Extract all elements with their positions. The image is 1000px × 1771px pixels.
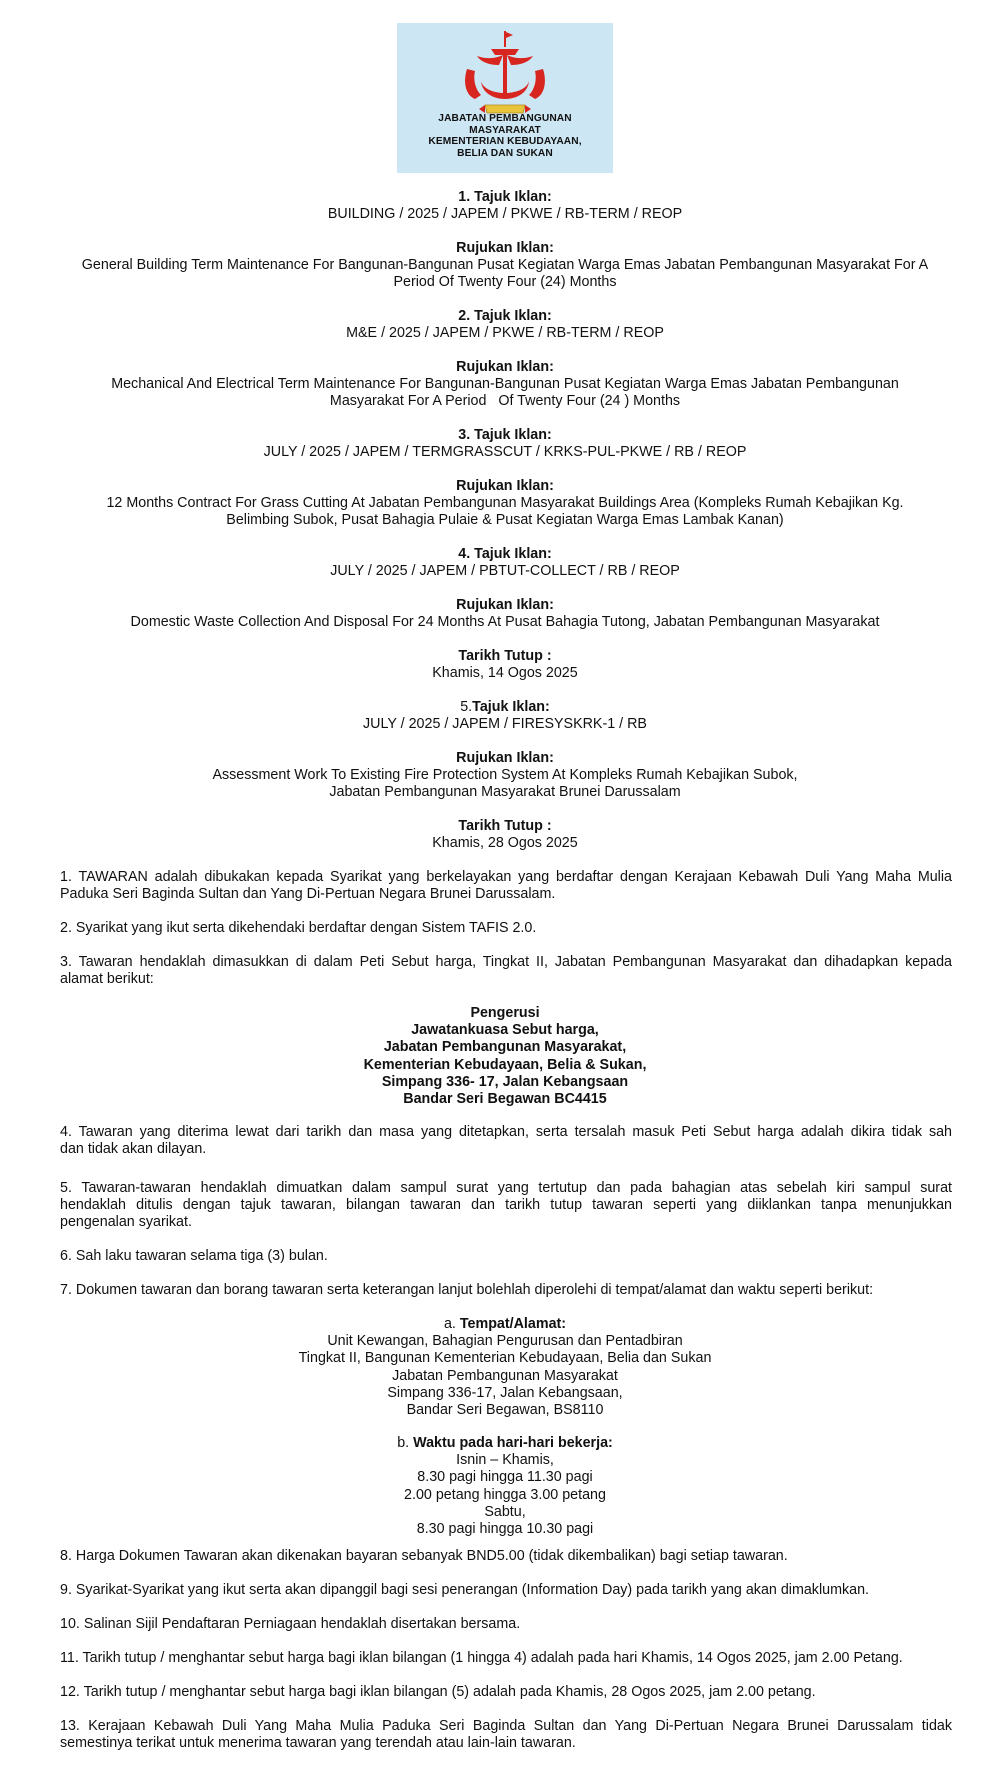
- location-line: Bandar Seri Begawan, BS8110: [406, 1402, 604, 1419]
- hours-line: 8.30 pagi hingga 11.30 pagi: [417, 1469, 593, 1486]
- advert-title-value: BUILDING / 2025 / JAPEM / PKWE / RB-TERM / REOP: [327, 206, 683, 223]
- term-line: pengenalan syarikat.: [60, 1214, 192, 1231]
- term-line: 6. Sah laku tawaran selama tiga (3) bulan.: [60, 1248, 328, 1264]
- advert-ref-label: Rujukan Iklan:: [456, 359, 554, 375]
- term-13: [60, 1718, 952, 1752]
- advert-number: 5.: [460, 699, 473, 715]
- advert-title-label-text: Tajuk Iklan:: [472, 699, 550, 715]
- advert-5-reference: [60, 750, 950, 802]
- department-logo: [397, 23, 613, 173]
- term-7: [60, 1282, 952, 1299]
- advert-title-label-text: 2. Tajuk Iklan:: [458, 308, 552, 324]
- advert-ref-line: Domestic Waste Collection And Disposal For 24 Months At Pusat Bahagia Tutong, Jabatan Pembangunan Masyarakat: [130, 614, 880, 631]
- hours-line: 8.30 pagi hingga 10.30 pagi: [416, 1521, 594, 1538]
- location-label: Tempat/Alamat:: [459, 1316, 567, 1332]
- advert-ref-line: General Building Term Maintenance For Bangunan-Bangunan Pusat Kegiatan Warga Emas Jabatan Pembangunan Masyarakat For A: [81, 257, 929, 274]
- advert-title-value: JULY / 2025 / JAPEM / PBTUT-COLLECT / RB / REOP: [330, 563, 680, 580]
- submission-address: [60, 1005, 950, 1108]
- advert-5-closing: [60, 818, 950, 852]
- hours-line: Sabtu,: [484, 1503, 526, 1520]
- advert-ref-line: Jabatan Pembangunan Masyarakat Brunei Darussalam: [329, 784, 681, 801]
- advert-2-title: [60, 308, 950, 342]
- term-12: [60, 1684, 952, 1701]
- advert-1-reference: [60, 240, 950, 292]
- advert-5-title: [60, 699, 950, 733]
- advert-ref-line: Masyarakat For A Period Of Twenty Four (24 ) Months: [329, 393, 681, 410]
- advert-2-reference: [60, 359, 950, 411]
- term-4: [60, 1124, 952, 1158]
- location-line: Jabatan Pembangunan Masyarakat: [392, 1367, 618, 1384]
- closing-date-value: Khamis, 14 Ogos 2025: [432, 665, 578, 682]
- location-heading: [60, 1316, 950, 1333]
- term-line: 13. Kerajaan Kebawah Duli Yang Maha Mulia Paduka Seri Baginda Sultan dan Yang Di-Pertuan Negara Brunei Darussalam tidak: [60, 1718, 952, 1734]
- advert-title-value: JULY / 2025 / JAPEM / FIRESYSKRK-1 / RB: [363, 716, 647, 733]
- advert-4-reference: [60, 597, 950, 631]
- hours-prefix: b.: [397, 1435, 414, 1451]
- location-line: Tingkat II, Bangunan Kementerian Kebudayaan, Belia dan Sukan: [298, 1350, 712, 1367]
- hours-heading: [60, 1435, 950, 1452]
- hours-label: Waktu pada hari-hari bekerja:: [413, 1435, 613, 1451]
- term-3: [60, 954, 952, 988]
- address-line: Pengerusi: [470, 1005, 540, 1021]
- term-line: dan tidak akan dilayan.: [60, 1141, 207, 1158]
- term-line: 5. Tawaran-tawaran hendaklah dimuatkan dalam sampul surat yang tertutup dan pada bahagian atas sebelah kiri sampul surat: [60, 1180, 952, 1196]
- address-line: Jabatan Pembangunan Masyarakat,: [383, 1039, 627, 1056]
- term-11: [60, 1650, 952, 1667]
- term-2: [60, 920, 952, 937]
- location-line: Simpang 336-17, Jalan Kebangsaan,: [387, 1384, 623, 1401]
- term-line: 7. Dokumen tawaran dan borang tawaran serta keterangan lanjut bolehlah diperolehi di tempat/alamat dan waktu seperti berikut:: [60, 1282, 874, 1298]
- term-line: 4. Tawaran yang diterima lewat dari tarikh dan masa yang ditetapkan, serta tersalah masuk Peti Sebut harga adalah dikira tidak sah: [60, 1124, 952, 1140]
- term-line: Paduka Seri Baginda Sultan dan Yang Di-Pertuan Negara Brunei Darussalam.: [60, 886, 556, 903]
- advert-3-reference: [60, 478, 950, 530]
- term-line: 8. Harga Dokumen Tawaran akan dikenakan bayaran sebanyak BND5.00 (tidak dikembalikan) bagi setiap tawaran.: [60, 1548, 788, 1564]
- working-hours: [60, 1435, 950, 1538]
- advert-title-label: [60, 308, 950, 325]
- closing-date-label: Tarikh Tutup :: [458, 818, 552, 834]
- hours-line: 2.00 petang hingga 3.00 petang: [404, 1486, 606, 1503]
- advert-4-title: [60, 546, 950, 580]
- term-line: 11. Tarikh tutup / menghantar sebut harga bagi iklan bilangan (1 hingga 4) adalah pada hari Khamis, 14 Ogos 2025, jam 2.00 Petang.: [60, 1650, 903, 1666]
- term-1: [60, 869, 952, 903]
- address-line: Simpang 336- 17, Jalan Kebangsaan: [381, 1073, 629, 1090]
- term-line: 3. Tawaran hendaklah dimasukkan di dalam Peti Sebut harga, Tingkat II, Jabatan Pembangunan Masyarakat dan dihadapkan kepada: [60, 954, 952, 970]
- advert-title-label: 3. Tajuk Iklan:: [458, 427, 552, 443]
- term-line: 2. Syarikat yang ikut serta dikehendaki berdaftar dengan Sistem TAFIS 2.0.: [60, 920, 537, 936]
- term-line: alamat berikut:: [60, 971, 154, 988]
- logo-caption: [397, 113, 613, 159]
- address-line: Jawatankuasa Sebut harga,: [411, 1022, 599, 1039]
- logo-line: KEMENTERIAN KEBUDAYAAN,: [428, 136, 582, 148]
- location-prefix: a.: [443, 1316, 460, 1332]
- address-line: Kementerian Kebudayaan, Belia & Sukan,: [363, 1056, 647, 1073]
- term-line: hendaklah ditulis dengan tajuk tawaran, bilangan tawaran dan tarikh tutup tawaran seperti yang diiklankan tanpa menunjukkan: [60, 1197, 952, 1214]
- advert-ref-line: 12 Months Contract For Grass Cutting At Jabatan Pembangunan Masyarakat Buildings Area (Kompleks Rumah Kebajikan Kg.: [106, 495, 904, 512]
- advert-1-title: [60, 189, 950, 223]
- advert-ref-label: Rujukan Iklan:: [456, 750, 554, 766]
- address-line: Bandar Seri Begawan BC4415: [403, 1091, 607, 1108]
- logo-line: BELIA DAN SUKAN: [457, 147, 553, 159]
- advert-title-label: 4. Tajuk Iklan:: [458, 546, 552, 562]
- advert-ref-line: Period Of Twenty Four (24) Months: [393, 274, 617, 291]
- closing-date-value: Khamis, 28 Ogos 2025: [432, 835, 578, 852]
- advert-3-title: [60, 427, 950, 461]
- advert-ref-label: Rujukan Iklan:: [456, 597, 554, 613]
- term-8: [60, 1548, 952, 1565]
- closing-date-label: Tarikh Tutup :: [458, 648, 552, 664]
- term-6: [60, 1248, 952, 1265]
- advert-title-label: 1. Tajuk Iklan:: [458, 189, 552, 205]
- advert-title-value: JULY / 2025 / JAPEM / TERMGRASSCUT / KRKS-PUL-PKWE / RB / REOP: [263, 444, 747, 461]
- term-line: 10. Salinan Sijil Pendaftaran Perniagaan hendaklah disertakan bersama.: [60, 1616, 521, 1632]
- location-line: Unit Kewangan, Bahagian Pengurusan dan Pentadbiran: [327, 1333, 683, 1350]
- term-line: 1. TAWARAN adalah dibukakan kepada Syarikat yang berkelayakan yang berdaftar dengan Kerajaan Kebawah Duli Yang Maha Mulia: [60, 869, 952, 885]
- advert-ref-line: Belimbing Subok, Pusat Bahagia Pulaie & Pusat Kegiatan Warga Emas Lambak Kanan): [226, 512, 784, 529]
- advert-ref-line: Mechanical And Electrical Term Maintenance For Bangunan-Bangunan Pusat Kegiatan Warga Emas Jabatan Pembangunan: [111, 376, 899, 393]
- advert-4-closing: [60, 648, 950, 682]
- brunei-crest-icon: [455, 29, 555, 125]
- advert-title-value: M&E / 2025 / JAPEM / PKWE / RB-TERM / REOP: [346, 325, 664, 342]
- logo-line: JABATAN PEMBANGUNAN: [438, 113, 572, 124]
- advert-ref-line: Assessment Work To Existing Fire Protection System At Kompleks Rumah Kebajikan Subok,: [212, 767, 798, 784]
- term-line: semestinya terikat untuk menerima tawaran yang terendah atau lain-lain tawaran.: [60, 1735, 576, 1752]
- advert-ref-label: Rujukan Iklan:: [456, 478, 554, 494]
- term-10: [60, 1616, 952, 1633]
- advert-ref-label: Rujukan Iklan:: [456, 240, 554, 256]
- advert-title-label: [60, 699, 950, 716]
- term-9: [60, 1582, 952, 1599]
- term-line: 9. Syarikat-Syarikat yang ikut serta akan dipanggil bagi sesi penerangan (Information Day) pada tarikh yang akan dimaklumkan.: [60, 1582, 870, 1598]
- term-5: [60, 1180, 952, 1232]
- hours-line: Isnin – Khamis,: [456, 1452, 554, 1469]
- document-location: [60, 1316, 950, 1419]
- term-line: 12. Tarikh tutup / menghantar sebut harga bagi iklan bilangan (5) adalah pada Khamis, 28 Ogos 2025, jam 2.00 petang.: [60, 1684, 816, 1700]
- logo-line: MASYARAKAT: [469, 124, 541, 136]
